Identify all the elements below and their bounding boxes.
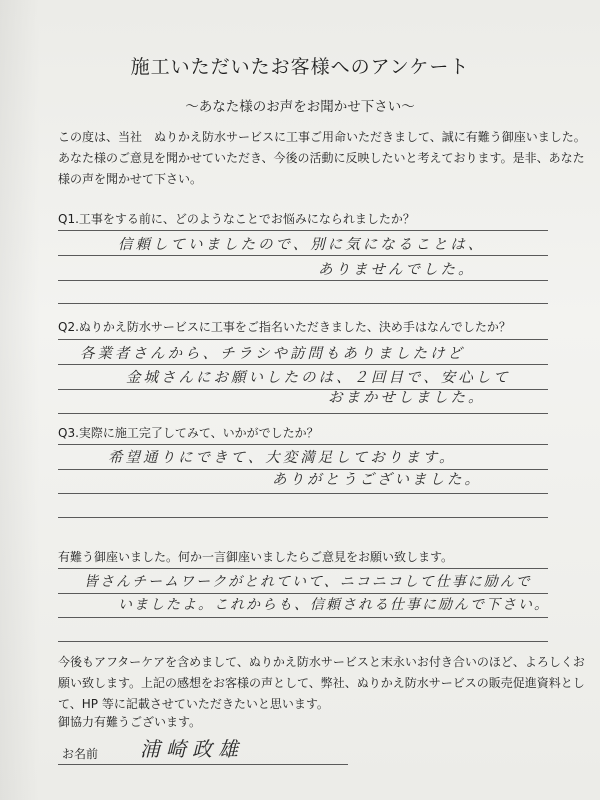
closing-line: 願い致します。上記の感想をお客様の声として、弊社、ぬりかえ防水サービスの販売促進資料とし bbox=[58, 676, 585, 690]
answer-rule bbox=[58, 568, 548, 569]
question-2-label: Q2.ぬりかえ防水サービスに工事をご指名いただきました、決め手はなんでしたか？ bbox=[58, 320, 511, 334]
form-subtitle: 〜あなた様のお声をお聞かせ下さい〜 bbox=[185, 99, 415, 115]
answer-rule bbox=[58, 255, 548, 256]
answer-rule bbox=[58, 339, 548, 340]
handwritten-answer: 希望通りにできて、大変満足しております。 bbox=[108, 450, 457, 466]
name-rule bbox=[58, 764, 348, 765]
handwritten-answer: 皆さんチームワークがとれていて、ニコニコして仕事に励んで bbox=[84, 574, 532, 590]
handwritten-answer: 各業者さんから、チラシや訪問もありましたけど bbox=[80, 346, 465, 362]
answer-rule bbox=[58, 641, 548, 642]
handwritten-answer: 信頼していましたので、別に気になることは、 bbox=[118, 237, 486, 253]
closing-line: 御協力有難うございます。 bbox=[58, 715, 202, 729]
question-3-label: Q3.実際に施工完了してみて、いかがでしたか？ bbox=[58, 426, 319, 440]
question-4-label: 有難う御座いました。何か一言御座いましたらご意見をお願い致します。 bbox=[58, 550, 454, 564]
name-signature: 浦崎政雄 bbox=[140, 737, 244, 761]
answer-rule bbox=[58, 617, 548, 618]
answer-rule bbox=[58, 280, 548, 281]
closing-line: 今後もアフターケアを含めまして、ぬりかえ防水サービスと末永いお付き合いのほど、よろしくお bbox=[58, 655, 585, 669]
intro-line: あなた様のご意見を聞かせていただき、今後の活動に反映したいと考えております。是非、あなた bbox=[58, 151, 585, 165]
handwritten-answer: ありませんでした。 bbox=[318, 262, 476, 278]
answer-rule bbox=[58, 364, 548, 365]
answer-rule bbox=[58, 230, 548, 231]
answer-rule bbox=[58, 517, 548, 518]
closing-line: て、HP 等に記載させていただきたいと思います。 bbox=[58, 697, 329, 711]
name-label: お名前 bbox=[62, 747, 99, 761]
handwritten-answer: いましたよ。これからも、信頼される仕事に励んで下さい。 bbox=[118, 597, 550, 613]
handwritten-answer: 金城さんにお願いしたのは、２回目で、安心して bbox=[126, 370, 511, 386]
form-title: 施工いただいたお客様へのアンケート bbox=[130, 56, 470, 78]
intro-line: 様の声を聞かせて下さい。 bbox=[58, 172, 203, 186]
answer-rule bbox=[58, 413, 548, 414]
question-1-label: Q1.工事をする前に、どのようなことでお悩みになられましたか？ bbox=[58, 212, 415, 226]
handwritten-answer: ありがとうございました。 bbox=[272, 472, 482, 488]
page-shadow bbox=[0, 0, 40, 800]
answer-rule bbox=[58, 303, 548, 304]
answer-rule bbox=[58, 444, 548, 445]
intro-line: この度は、当社 ぬりかえ防水サービスに工事ご用命いただきまして、誠に有難う御座いました。 bbox=[58, 130, 586, 144]
handwritten-answer: おまかせしました。 bbox=[328, 390, 486, 406]
answer-rule bbox=[58, 493, 548, 494]
